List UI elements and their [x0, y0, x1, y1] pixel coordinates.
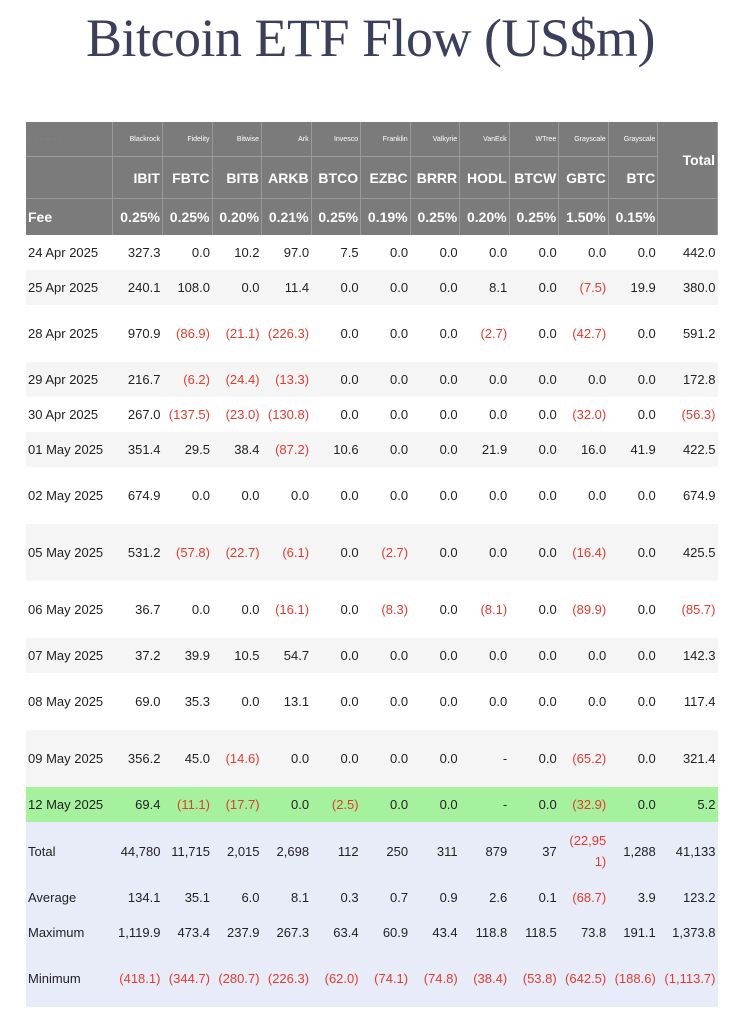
flow-cell: (6.1) [262, 524, 312, 581]
header-corner-blank [26, 157, 113, 199]
date-cell: 08 May 2025 [26, 673, 113, 730]
stat-cell: 35.1 [162, 880, 212, 915]
flow-cell: (21.1) [212, 305, 262, 362]
flow-cell: 0.0 [559, 467, 609, 524]
flow-cell: 41.9 [608, 432, 658, 467]
flow-cell: 970.9 [113, 305, 163, 362]
flow-cell: - [460, 787, 510, 822]
flow-cell: 0.0 [311, 305, 361, 362]
stat-cell: 37 [509, 822, 559, 880]
flow-cell: 0.0 [361, 397, 411, 432]
flow-cell: 45.0 [162, 730, 212, 787]
row-total-cell: 442.0 [658, 235, 718, 270]
flow-cell: 0.0 [311, 397, 361, 432]
stat-cell: 2.6 [460, 880, 510, 915]
flow-cell: 69.4 [113, 787, 163, 822]
flow-cell: 0.0 [509, 397, 559, 432]
flow-cell: 0.0 [509, 730, 559, 787]
stat-cell: 118.5 [509, 915, 559, 950]
issuer-header: VanEck [460, 122, 510, 157]
flow-cell: 0.0 [608, 524, 658, 581]
row-total-cell: 321.4 [658, 730, 718, 787]
stat-cell: 63.4 [311, 915, 361, 950]
stat-label: Total [26, 822, 113, 880]
flow-cell: 10.2 [212, 235, 262, 270]
fee-cell: 1.50% [559, 199, 609, 236]
issuer-header: Invesco [311, 122, 361, 157]
flow-cell: (7.5) [559, 270, 609, 305]
date-cell: 07 May 2025 [26, 638, 113, 673]
flow-cell: 0.0 [509, 787, 559, 822]
flow-cell: 351.4 [113, 432, 163, 467]
stat-cell: 0.3 [311, 880, 361, 915]
flow-cell: 108.0 [162, 270, 212, 305]
flow-cell: (23.0) [212, 397, 262, 432]
date-cell: 06 May 2025 [26, 581, 113, 638]
flow-cell: 0.0 [410, 235, 460, 270]
stat-cell: 44,780 [113, 822, 163, 880]
fee-label: Fee [26, 199, 113, 236]
stat-cell: 237.9 [212, 915, 262, 950]
date-cell: 29 Apr 2025 [26, 362, 113, 397]
flow-cell: 0.0 [608, 467, 658, 524]
flow-cell: 0.0 [311, 581, 361, 638]
issuer-header: Grayscale [559, 122, 609, 157]
ticker-header-row [26, 157, 718, 199]
row-total-cell: (85.7) [658, 581, 718, 638]
stat-label: Average [26, 880, 113, 915]
ticker-header: BTCW [509, 157, 559, 199]
flow-cell: 0.0 [509, 432, 559, 467]
flow-cell: 0.0 [311, 730, 361, 787]
table-row [26, 235, 718, 270]
flow-cell: (17.7) [212, 787, 262, 822]
fee-cell: 0.25% [410, 199, 460, 236]
ticker-header: BTC [608, 157, 658, 199]
table-row [26, 581, 718, 638]
flow-cell: 0.0 [410, 524, 460, 581]
flow-cell: 240.1 [113, 270, 163, 305]
fee-cell: 0.25% [162, 199, 212, 236]
issuer-header: Grayscale [608, 122, 658, 157]
flow-cell: (8.3) [361, 581, 411, 638]
flow-cell: (57.8) [162, 524, 212, 581]
flow-cell: 10.5 [212, 638, 262, 673]
flow-cell: 38.4 [212, 432, 262, 467]
stat-cell: 11,715 [162, 822, 212, 880]
flow-cell: 0.0 [162, 467, 212, 524]
flow-cell: 0.0 [608, 787, 658, 822]
row-total-cell: 5.2 [658, 787, 718, 822]
flow-cell: 0.0 [361, 467, 411, 524]
flow-cell: 0.0 [509, 467, 559, 524]
flow-cell: 0.0 [608, 638, 658, 673]
header-corner-dots: · · · · · · [26, 122, 113, 157]
issuer-header: Ark [262, 122, 312, 157]
flow-cell: 37.2 [113, 638, 163, 673]
stat-cell: 112 [311, 822, 361, 880]
table-row [26, 638, 718, 673]
stat-cell: (642.5) [559, 950, 609, 1007]
flow-cell: 0.0 [361, 235, 411, 270]
stat-cell: (38.4) [460, 950, 510, 1007]
flow-cell: 0.0 [212, 673, 262, 730]
ticker-header: EZBC [361, 157, 411, 199]
fee-cell: 0.15% [608, 199, 658, 236]
flow-cell: 0.0 [212, 467, 262, 524]
flow-cell: 0.0 [608, 581, 658, 638]
flow-cell: 0.0 [410, 730, 460, 787]
table-row [26, 467, 718, 524]
date-cell: 25 Apr 2025 [26, 270, 113, 305]
stat-total-cell: (1,113.7) [658, 950, 718, 1007]
issuer-header: Valkyrie [410, 122, 460, 157]
flow-cell: 0.0 [460, 524, 510, 581]
row-total-cell: 142.3 [658, 638, 718, 673]
ticker-header: ARKB [262, 157, 312, 199]
fee-cell: 0.20% [212, 199, 262, 236]
flow-cell: (6.2) [162, 362, 212, 397]
flow-cell: 0.0 [410, 581, 460, 638]
flow-cell: 0.0 [608, 397, 658, 432]
flow-cell: 0.0 [509, 638, 559, 673]
flow-cell: 0.0 [361, 362, 411, 397]
ticker-header: BITB [212, 157, 262, 199]
flow-cell: (86.9) [162, 305, 212, 362]
fee-cell: 0.25% [509, 199, 559, 236]
row-total-cell: 425.5 [658, 524, 718, 581]
flow-cell: 0.0 [410, 638, 460, 673]
stat-cell: 311 [410, 822, 460, 880]
fee-cell: 0.21% [262, 199, 312, 236]
stat-row [26, 950, 718, 1007]
flow-cell: 0.0 [460, 397, 510, 432]
flow-cell: (87.2) [262, 432, 312, 467]
stat-cell: 60.9 [361, 915, 411, 950]
flow-cell: 0.0 [262, 787, 312, 822]
row-total-cell: 172.8 [658, 362, 718, 397]
flow-cell: 0.0 [311, 467, 361, 524]
stat-cell: 879 [460, 822, 510, 880]
flow-cell: 19.9 [608, 270, 658, 305]
flow-cell: 0.0 [410, 270, 460, 305]
flow-cell: 216.7 [113, 362, 163, 397]
flow-table-body [26, 235, 718, 1007]
flow-cell: (137.5) [162, 397, 212, 432]
stat-cell: 3.9 [608, 880, 658, 915]
stat-total-cell: 1,373.8 [658, 915, 718, 950]
row-total-cell: 422.5 [658, 432, 718, 467]
flow-cell: 0.0 [559, 235, 609, 270]
flow-cell: 0.0 [361, 730, 411, 787]
flow-cell: 0.0 [509, 235, 559, 270]
date-cell: 24 Apr 2025 [26, 235, 113, 270]
flow-cell: 0.0 [559, 638, 609, 673]
stat-cell: 118.8 [460, 915, 510, 950]
total-column-header: Total [658, 122, 718, 199]
ticker-header: GBTC [559, 157, 609, 199]
date-cell: 28 Apr 2025 [26, 305, 113, 362]
flow-cell: - [460, 730, 510, 787]
flow-cell: 54.7 [262, 638, 312, 673]
flow-cell: 0.0 [262, 730, 312, 787]
stat-cell: 2,015 [212, 822, 262, 880]
flow-cell: 0.0 [311, 673, 361, 730]
flow-cell: 29.5 [162, 432, 212, 467]
date-cell: 30 Apr 2025 [26, 397, 113, 432]
flow-cell: (226.3) [262, 305, 312, 362]
flow-cell: 531.2 [113, 524, 163, 581]
stat-cell: 2,698 [262, 822, 312, 880]
flow-cell: 0.0 [311, 362, 361, 397]
flow-cell: 0.0 [509, 581, 559, 638]
flow-cell: 0.0 [460, 673, 510, 730]
flow-cell: 0.0 [509, 305, 559, 362]
stat-row [26, 915, 718, 950]
flow-cell: (8.1) [460, 581, 510, 638]
issuer-header: WTree [509, 122, 559, 157]
issuer-header: Bitwise [212, 122, 262, 157]
stat-cell: 43.4 [410, 915, 460, 950]
flow-cell: (2.7) [460, 305, 510, 362]
flow-cell: 0.0 [361, 305, 411, 362]
flow-cell: 8.1 [460, 270, 510, 305]
flow-cell: 0.0 [608, 730, 658, 787]
flow-cell: 0.0 [410, 673, 460, 730]
flow-cell: 0.0 [361, 673, 411, 730]
stat-cell: (74.1) [361, 950, 411, 1007]
issuer-header: Blackrock [113, 122, 163, 157]
issuer-header: Fidelity [162, 122, 212, 157]
row-total-cell: 591.2 [658, 305, 718, 362]
flow-cell: 327.3 [113, 235, 163, 270]
etf-flow-table [26, 122, 718, 1007]
table-row [26, 362, 718, 397]
flow-cell: (32.0) [559, 397, 609, 432]
flow-cell: 674.9 [113, 467, 163, 524]
flow-cell: 0.0 [410, 467, 460, 524]
fee-total-blank [658, 199, 718, 236]
flow-cell: 0.0 [509, 524, 559, 581]
stat-cell: (226.3) [262, 950, 312, 1007]
stat-cell: 0.1 [509, 880, 559, 915]
stat-cell: (62.0) [311, 950, 361, 1007]
stat-cell: 250 [361, 822, 411, 880]
stat-cell: (74.8) [410, 950, 460, 1007]
flow-cell: 0.0 [608, 362, 658, 397]
stat-cell: (280.7) [212, 950, 262, 1007]
flow-cell: (14.6) [212, 730, 262, 787]
table-row [26, 270, 718, 305]
row-total-cell: (56.3) [658, 397, 718, 432]
flow-cell: 0.0 [559, 673, 609, 730]
flow-cell: 39.9 [162, 638, 212, 673]
flow-cell: (32.9) [559, 787, 609, 822]
date-cell: 12 May 2025 [26, 787, 113, 822]
stat-cell: 473.4 [162, 915, 212, 950]
flow-cell: 0.0 [410, 397, 460, 432]
flow-cell: 0.0 [608, 305, 658, 362]
stat-label: Maximum [26, 915, 113, 950]
fee-cell: 0.25% [113, 199, 163, 236]
stat-label: Minimum [26, 950, 113, 1007]
flow-cell: (130.8) [262, 397, 312, 432]
table-row [26, 787, 718, 822]
ticker-header: HODL [460, 157, 510, 199]
stat-cell: (418.1) [113, 950, 163, 1007]
fee-header-row [26, 199, 718, 236]
flow-cell: 0.0 [460, 638, 510, 673]
table-row [26, 397, 718, 432]
stat-cell: (22,951) [559, 822, 609, 880]
ticker-header: FBTC [162, 157, 212, 199]
flow-cell: 0.0 [311, 638, 361, 673]
issuer-header-row [26, 122, 718, 157]
flow-cell: 0.0 [311, 270, 361, 305]
flow-cell: 0.0 [361, 787, 411, 822]
flow-cell: (2.5) [311, 787, 361, 822]
fee-cell: 0.25% [311, 199, 361, 236]
table-row [26, 673, 718, 730]
flow-cell: 0.0 [509, 270, 559, 305]
table-row [26, 524, 718, 581]
flow-cell: 35.3 [162, 673, 212, 730]
row-total-cell: 380.0 [658, 270, 718, 305]
flow-cell: 0.0 [361, 432, 411, 467]
flow-cell: 36.7 [113, 581, 163, 638]
flow-cell: (2.7) [361, 524, 411, 581]
stat-cell: 1,288 [608, 822, 658, 880]
page-title: Bitcoin ETF Flow (US$m) [85, 8, 656, 68]
flow-cell: (24.4) [212, 362, 262, 397]
flow-cell: (89.9) [559, 581, 609, 638]
flow-cell: 13.1 [262, 673, 312, 730]
flow-cell: 0.0 [460, 467, 510, 524]
flow-cell: 0.0 [559, 362, 609, 397]
flow-cell: (16.1) [262, 581, 312, 638]
flow-cell: 16.0 [559, 432, 609, 467]
flow-cell: 21.9 [460, 432, 510, 467]
flow-cell: 0.0 [410, 362, 460, 397]
flow-cell: 69.0 [113, 673, 163, 730]
fee-cell: 0.19% [361, 199, 411, 236]
stat-cell: 73.8 [559, 915, 609, 950]
table-row [26, 432, 718, 467]
date-cell: 05 May 2025 [26, 524, 113, 581]
flow-cell: (16.4) [559, 524, 609, 581]
flow-cell: (13.3) [262, 362, 312, 397]
flow-cell: 97.0 [262, 235, 312, 270]
flow-cell: 0.0 [410, 305, 460, 362]
stat-cell: 6.0 [212, 880, 262, 915]
flow-cell: 0.0 [410, 432, 460, 467]
flow-cell: 0.0 [460, 235, 510, 270]
flow-cell: 0.0 [361, 638, 411, 673]
ticker-header: BRRR [410, 157, 460, 199]
flow-cell: 0.0 [608, 235, 658, 270]
stat-cell: 134.1 [113, 880, 163, 915]
flow-cell: 0.0 [262, 467, 312, 524]
flow-cell: 0.0 [212, 581, 262, 638]
flow-cell: 0.0 [410, 787, 460, 822]
flow-cell: (65.2) [559, 730, 609, 787]
row-total-cell: 674.9 [658, 467, 718, 524]
stat-cell: 1,119.9 [113, 915, 163, 950]
flow-cell: 0.0 [460, 362, 510, 397]
date-cell: 02 May 2025 [26, 467, 113, 524]
fee-cell: 0.20% [460, 199, 510, 236]
flow-cell: 10.6 [311, 432, 361, 467]
flow-cell: 0.0 [311, 524, 361, 581]
stat-cell: 0.9 [410, 880, 460, 915]
flow-cell: (11.1) [162, 787, 212, 822]
stat-total-cell: 123.2 [658, 880, 718, 915]
flow-cell: 7.5 [311, 235, 361, 270]
flow-cell: 0.0 [509, 362, 559, 397]
stat-cell: 8.1 [262, 880, 312, 915]
flow-cell: 0.0 [212, 270, 262, 305]
stat-cell: (53.8) [509, 950, 559, 1007]
flow-cell: 0.0 [162, 235, 212, 270]
stat-cell: 0.7 [361, 880, 411, 915]
stat-cell: 267.3 [262, 915, 312, 950]
table-row [26, 730, 718, 787]
flow-cell: 0.0 [509, 673, 559, 730]
stat-row [26, 822, 718, 880]
flow-cell: 356.2 [113, 730, 163, 787]
stat-cell: 191.1 [608, 915, 658, 950]
flow-cell: 267.0 [113, 397, 163, 432]
flow-cell: 0.0 [162, 581, 212, 638]
table-row [26, 305, 718, 362]
stat-cell: (188.6) [608, 950, 658, 1007]
stat-cell: (344.7) [162, 950, 212, 1007]
row-total-cell: 117.4 [658, 673, 718, 730]
issuer-header: Franklin [361, 122, 411, 157]
flow-cell: 0.0 [361, 270, 411, 305]
date-cell: 01 May 2025 [26, 432, 113, 467]
flow-cell: 0.0 [608, 673, 658, 730]
flow-cell: (42.7) [559, 305, 609, 362]
date-cell: 09 May 2025 [26, 730, 113, 787]
stat-total-cell: 41,133 [658, 822, 718, 880]
stat-cell: (68.7) [559, 880, 609, 915]
flow-cell: (22.7) [212, 524, 262, 581]
ticker-header: BTCO [311, 157, 361, 199]
flow-cell: 11.4 [262, 270, 312, 305]
ticker-header: IBIT [113, 157, 163, 199]
stat-row [26, 880, 718, 915]
